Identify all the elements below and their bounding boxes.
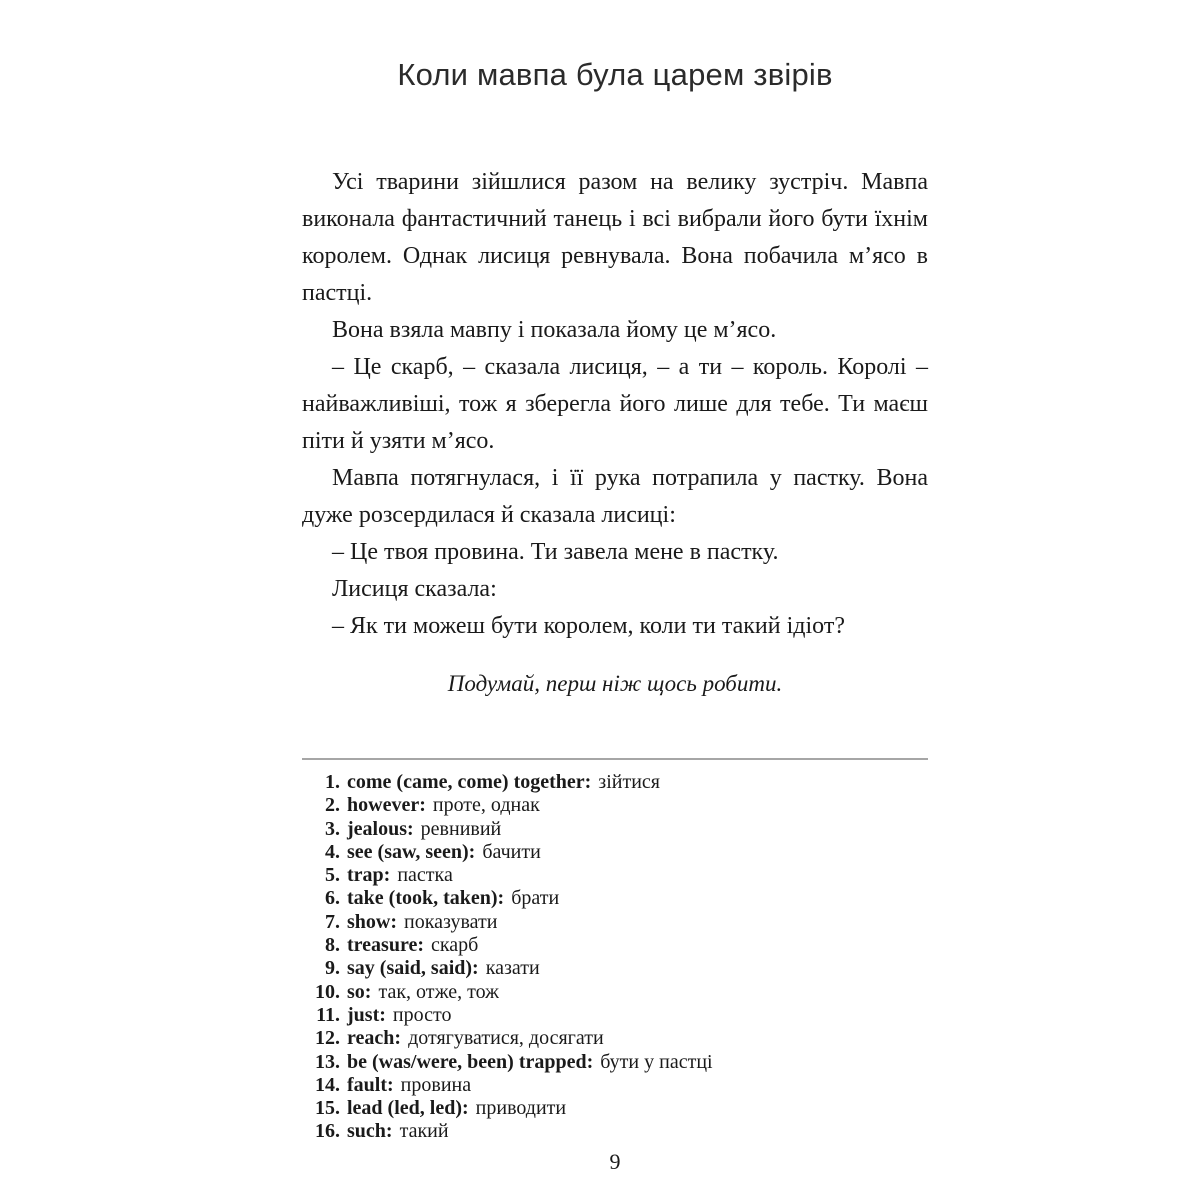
vocab-translation: брати <box>511 887 560 910</box>
vocab-translation: проте, однак <box>432 794 540 817</box>
vocabulary-list <box>302 771 928 1144</box>
story-paragraph: Лисиця сказала: <box>332 576 497 602</box>
vocab-translation: зійтися <box>598 771 660 793</box>
vocab-term: treasure: <box>347 934 425 957</box>
vocab-translation: пастка <box>397 864 453 887</box>
vocabulary-item <box>302 841 928 864</box>
vocab-translation: провина <box>400 1073 472 1096</box>
vocab-translation: казати <box>485 957 540 980</box>
vocab-term: jealous: <box>347 817 414 840</box>
vocab-number: 1. <box>325 771 340 793</box>
story-paragraph: Усі тварини зійшлися разом на велику зустріч. Мавпа виконала фантастичний танець і всі вибрали його бути їхнім королем. Однак лисиця ревнувала. Вона побачила м’ясо в пастці. <box>302 169 928 306</box>
vocab-translation: дотягуватися, досягати <box>408 1027 604 1050</box>
vocab-term: show: <box>347 910 398 933</box>
vocab-term: say (said, said): <box>347 957 479 980</box>
story-paragraph: Вона взяла мавпу і показала йому це м’ясо. <box>332 317 777 343</box>
vocab-translation: бути у пастці <box>600 1050 713 1073</box>
vocabulary-item <box>302 1051 928 1074</box>
vocab-number: 2. <box>325 794 340 817</box>
vocab-term: be (was/were, been) trapped: <box>347 1050 594 1073</box>
story-paragraph: Мавпа потягнулася, і її рука потрапила у пастку. Вона дуже розсердилася й сказала лисиці: <box>302 465 928 528</box>
vocabulary-item <box>302 1004 928 1027</box>
vocab-term: however: <box>347 794 426 817</box>
vocab-term: see (saw, seen): <box>347 840 476 863</box>
vocab-number: 9. <box>325 957 340 980</box>
vocabulary-item <box>302 957 928 980</box>
vocabulary-item <box>302 818 928 841</box>
vocab-translation: так, отже, тож <box>378 980 499 1003</box>
vocabulary-item <box>302 1120 928 1143</box>
vocab-term: fault: <box>347 1073 394 1096</box>
vocab-number: 14. <box>315 1073 340 1096</box>
story-paragraph: – Як ти можеш бути королем, коли ти такий ідіот? <box>332 613 845 639</box>
vocab-translation: приводити <box>475 1097 567 1120</box>
vocab-term: trap: <box>347 864 391 887</box>
vocabulary-item <box>302 771 928 794</box>
section-divider <box>302 758 928 760</box>
vocab-number: 10. <box>315 980 340 1003</box>
vocab-number: 7. <box>325 910 340 933</box>
vocab-number: 13. <box>315 1050 340 1073</box>
vocab-number: 3. <box>325 817 340 840</box>
vocab-term: reach: <box>347 1027 402 1050</box>
story-paragraph: – Це твоя провина. Ти завела мене в пастку. <box>332 539 779 565</box>
vocab-number: 4. <box>325 840 340 863</box>
story-paragraph: – Це скарб, – сказала лисиця, – а ти – король. Королі – найважливіші, тож я зберегла його лише для тебе. Ти маєш піти й узяти м’ясо. <box>302 354 928 454</box>
page-number: 9 <box>609 1148 621 1174</box>
vocab-term: lead (led, led): <box>347 1097 469 1120</box>
vocab-translation: ревнивий <box>420 817 502 840</box>
vocabulary-item <box>302 911 928 934</box>
vocab-term: take (took, taken): <box>347 887 505 910</box>
vocabulary-item <box>302 1027 928 1050</box>
moral-text: Подумай, перш ніж щось робити. <box>447 671 783 696</box>
vocab-translation: просто <box>392 1003 452 1026</box>
vocab-translation: показувати <box>404 910 498 933</box>
vocab-translation: такий <box>399 1120 449 1143</box>
vocab-number: 16. <box>315 1120 340 1143</box>
vocabulary-item <box>302 1074 928 1097</box>
vocab-term: just: <box>347 1003 386 1026</box>
vocabulary-item <box>302 1097 928 1120</box>
vocabulary-item <box>302 794 928 817</box>
vocab-number: 12. <box>315 1027 340 1050</box>
story-text <box>302 164 928 645</box>
vocabulary-item <box>302 981 928 1004</box>
vocabulary-item <box>302 864 928 887</box>
vocab-term: such: <box>347 1120 393 1143</box>
vocab-number: 11. <box>316 1003 340 1026</box>
vocab-number: 15. <box>315 1097 340 1120</box>
vocab-translation: бачити <box>482 840 541 863</box>
page-title: Коли мавпа була царем звірів <box>397 57 833 92</box>
vocab-number: 6. <box>325 887 340 910</box>
vocab-number: 8. <box>325 934 340 957</box>
vocab-term: come (came, come) together: <box>347 771 592 793</box>
vocab-number: 5. <box>325 864 340 887</box>
page-content <box>302 0 928 1175</box>
vocabulary-item <box>302 934 928 957</box>
vocab-translation: скарб <box>431 934 479 957</box>
vocabulary-item <box>302 887 928 910</box>
vocab-term: so: <box>347 980 372 1003</box>
